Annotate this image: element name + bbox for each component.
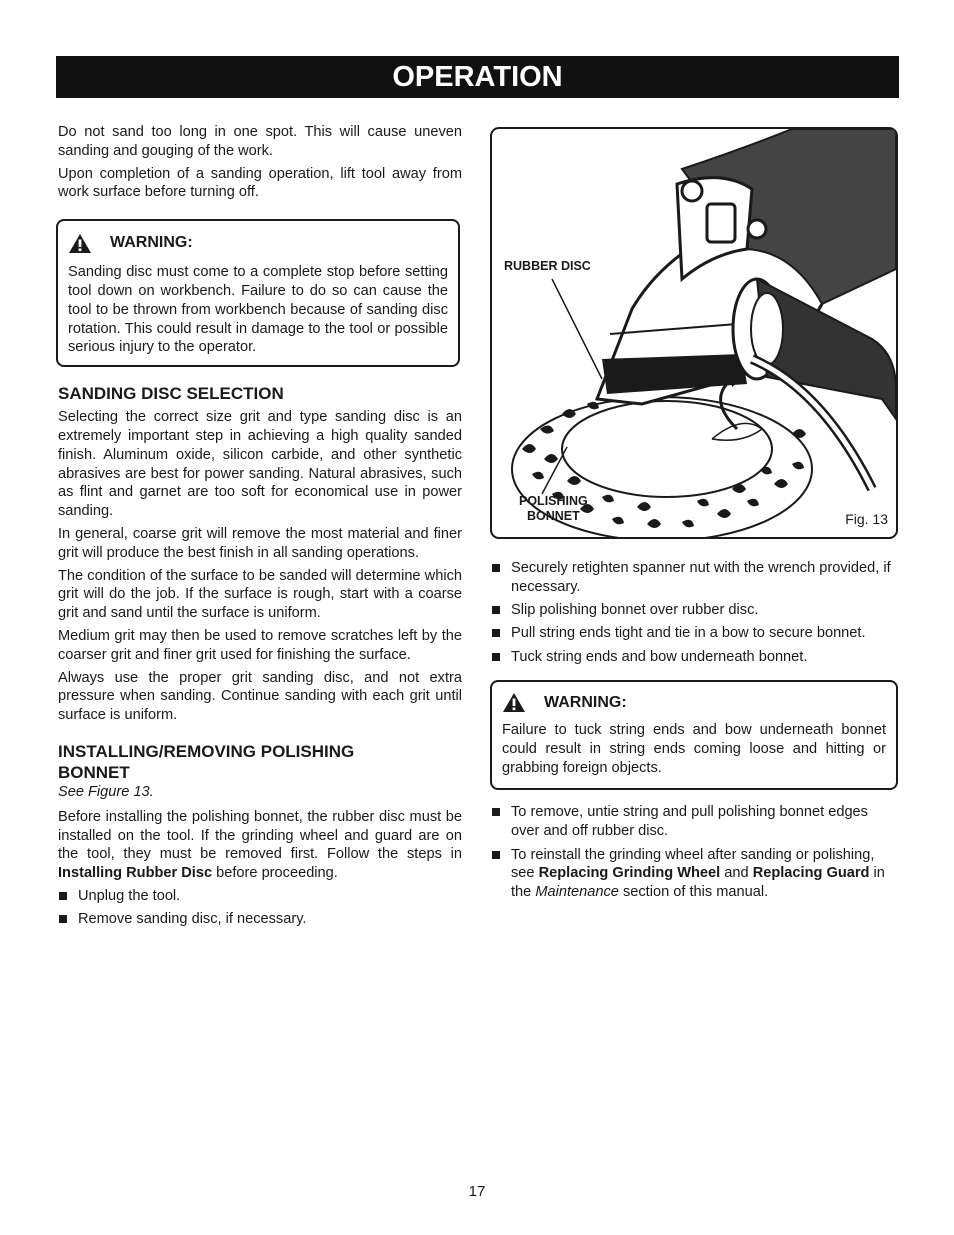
warning-text: Failure to tuck string ends and bow underneath bonnet could result in string ends coming loose and hitting or grabbing foreign objects. bbox=[502, 722, 886, 777]
label-polishing: POLISHING bbox=[519, 494, 588, 508]
square-bullet-icon bbox=[492, 808, 500, 816]
section-heading-installing-removing-bonnet: INSTALLING/REMOVING POLISHING BONNET bbox=[58, 741, 355, 782]
warning-box-sanding bbox=[56, 219, 460, 367]
warning-header bbox=[502, 692, 886, 713]
warning-triangle-icon bbox=[502, 692, 526, 713]
square-bullet-icon bbox=[59, 892, 67, 900]
list-item bbox=[58, 887, 462, 906]
step-text: Pull string ends tight and tie in a bow to secure bonnet. bbox=[511, 625, 866, 642]
maintenance-section-ref: Maintenance bbox=[535, 884, 619, 901]
square-bullet-icon bbox=[492, 653, 500, 661]
left-column bbox=[58, 123, 462, 934]
square-bullet-icon bbox=[59, 915, 67, 923]
bonnet-steps-list bbox=[491, 559, 898, 666]
list-item bbox=[491, 648, 898, 667]
intro-paragraph-2: Upon completion of a sanding operation, lift tool away from work surface before turning off. bbox=[58, 165, 462, 201]
step-text: To reinstall the grinding wheel after sanding or polishing, see Replacing Grinding Wheel and Replacing Guard in the Maintenance section of this manual. bbox=[511, 846, 885, 901]
sanding-paragraph-1: Selecting the correct size grit and type sanding disc is an extremely important step in achieving a high quality sanded finish. Aluminum oxide, silicon carbide, and other synthetic abrasives are best for power sanding. Natural abrasives, such as flint and garnet are too soft for economical use in power sanding. bbox=[58, 409, 462, 520]
step-text: Securely retighten spanner nut with the wrench provided, if necessary. bbox=[511, 560, 891, 595]
right-column bbox=[491, 559, 898, 906]
sanding-paragraph-2: In general, coarse grit will remove the most material and finer grit will produce the best finish in all sanding operations. bbox=[58, 525, 462, 561]
step-text: To remove, untie string and pull polishing bonnet edges over and off rubber disc. bbox=[511, 804, 868, 840]
install-text-before: Before installing the polishing bonnet, the rubber disc must be installed on the tool. If the grinding wheel and guard are on the tool, they must be removed first. Follow the steps in bbox=[58, 808, 462, 863]
link-replacing-grinding-wheel: Replacing Grinding Wheel bbox=[538, 865, 721, 882]
link-replacing-guard: Replacing Guard bbox=[752, 865, 870, 882]
warning-triangle-icon bbox=[68, 233, 92, 254]
square-bullet-icon bbox=[492, 851, 500, 859]
figure-13 bbox=[490, 127, 898, 539]
page-title: OPERATION bbox=[56, 56, 899, 98]
label-rubber-disc: RUBBER DISC bbox=[504, 259, 591, 273]
warning-title: WARNING: bbox=[110, 234, 193, 252]
label-bonnet: BONNET bbox=[526, 509, 580, 523]
list-item bbox=[491, 601, 898, 620]
list-item bbox=[491, 624, 898, 643]
step-text: Remove sanding disc, if necessary. bbox=[78, 911, 307, 928]
list-item bbox=[491, 803, 898, 841]
angle-grinder-with-polishing-bonnet-illustration bbox=[492, 129, 896, 537]
install-paragraph bbox=[58, 808, 462, 883]
sanding-paragraph-3: The condition of the surface to be sanded will determine which grit will do the job. If the surface is rough, start with a coarse grit and sand until the surface is uniform. bbox=[58, 567, 462, 622]
install-link-installing-rubber-disc: Installing Rubber Disc bbox=[58, 865, 213, 882]
list-item bbox=[491, 846, 898, 902]
page-number: 17 bbox=[468, 1183, 486, 1200]
sanding-paragraph-4: Medium grit may then be used to remove scratches left by the coarser grit and finer grit used for finishing the surface. bbox=[58, 627, 462, 663]
warning-box-bonnet bbox=[490, 680, 898, 790]
figure-caption: Fig. 13 bbox=[845, 511, 888, 527]
warning-text: Sanding disc must come to a complete stop before setting tool down on workbench. Failure to do so can cause the tool to be thrown from workbench because of sanding disc rotation. This could result in damage to the tool or possible serious injury to the operator. bbox=[68, 264, 448, 356]
warning-header bbox=[68, 233, 448, 254]
removal-steps-list bbox=[491, 803, 898, 901]
section-heading-sanding-disc-selection: SANDING DISC SELECTION bbox=[58, 384, 284, 404]
step-text: Tuck string ends and bow underneath bonnet. bbox=[511, 648, 808, 665]
step-text: Unplug the tool. bbox=[78, 887, 181, 904]
square-bullet-icon bbox=[492, 606, 500, 614]
warning-title: WARNING: bbox=[544, 693, 627, 711]
label-polishing-bonnet bbox=[519, 494, 588, 524]
see-figure-reference: See Figure 13. bbox=[58, 783, 154, 800]
install-steps-list bbox=[58, 887, 462, 929]
square-bullet-icon bbox=[492, 629, 500, 637]
step-text: Slip polishing bonnet over rubber disc. bbox=[511, 602, 759, 619]
sanding-paragraph-5: Always use the proper grit sanding disc, and not extra pressure when sanding. Continue sanding with each grit until surface is uniform. bbox=[58, 669, 462, 724]
square-bullet-icon bbox=[492, 564, 500, 572]
install-text-after: before proceeding. bbox=[212, 865, 338, 882]
intro-paragraph-1: Do not sand too long in one spot. This will cause uneven sanding and gouging of the work. bbox=[58, 124, 462, 159]
list-item bbox=[58, 910, 462, 929]
list-item bbox=[491, 559, 898, 597]
